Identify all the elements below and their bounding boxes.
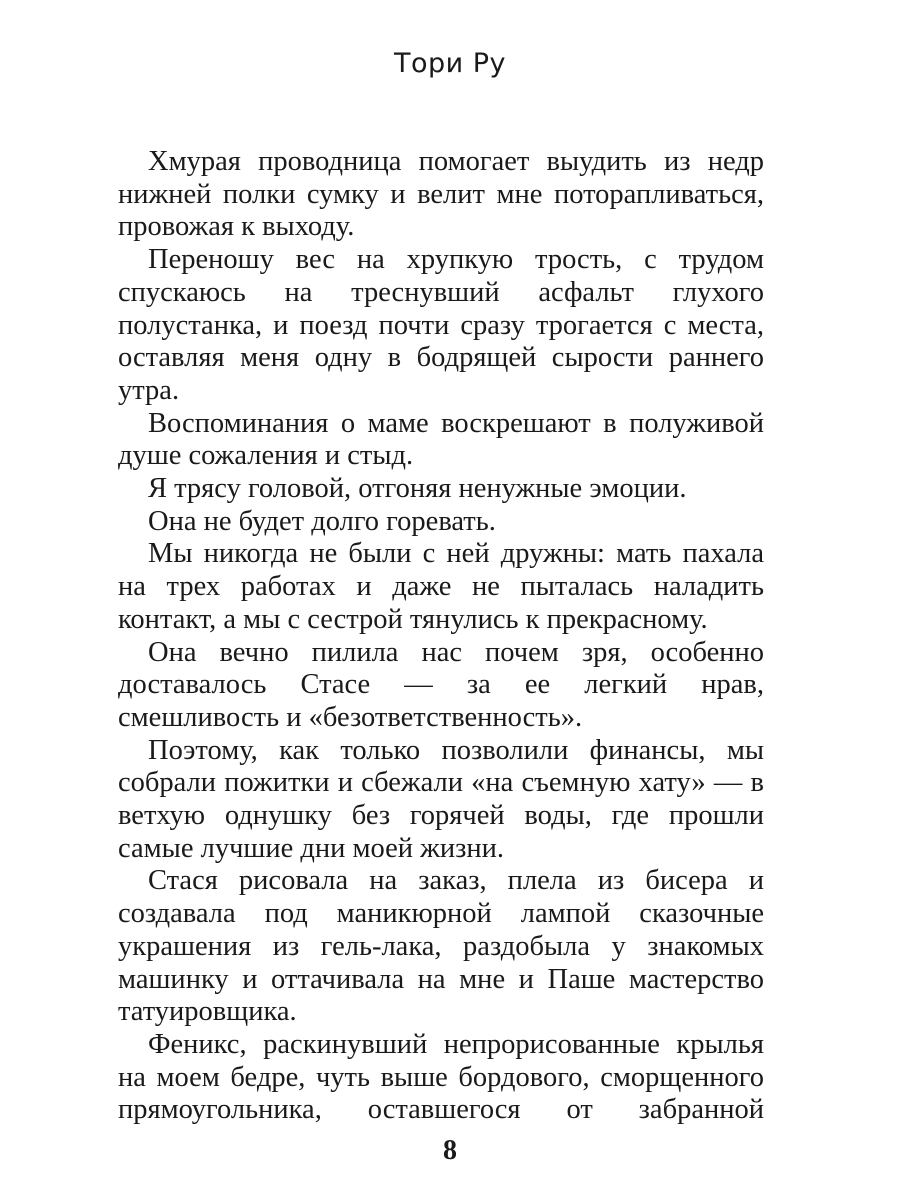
body-text [118,146,764,1127]
page-number: 8 [443,1135,457,1166]
paragraph-5: Она не будет долго горевать. [148,505,496,537]
paragraph-8: Поэтому, как только позволили финансы, мы собрали пожитки и сбежали «на съемную хату» — в ветхую однушку без горячей воды, где прошли самые лучшие дни моей жизни. [118,734,764,864]
paragraph-9: Стася рисовала на заказ, плела из бисера и создавала под маникюрной лампой сказочные украшения из гель-лака, раздобыла у знакомых машинку и оттачивала на мне и Паше мастерство татуировщика. [118,865,764,1028]
paragraph-1: Хмурая проводница помогает выудить из недр нижней полки сумку и велит мне поторапливаться, провожая к выходу. [118,146,764,243]
paragraph-4: Я трясу головой, отгоняя ненужные эмоции. [148,473,687,505]
paragraph-10: Феникс, раскинувший непрорисованные крылья на моем бедре, чуть выше бордового, сморщенного прямоугольника, оставшегося от забранной [118,1028,764,1126]
paragraph-2: Переношу вес на хрупкую трость, с трудом спускаюсь на треснувший асфальт глухого полустанка, и поезд почти сразу трогается с места, оставляя меня одну в бодрящей сырости раннего утра. [118,244,764,406]
paragraph-6: Мы никогда не были с ней дружны: мать пахала на трех работах и даже не пыталась наладить контакт, а мы с сестрой тянулись к прекрасному. [118,538,764,635]
running-head-author: Тори Ру [393,48,507,79]
paragraph-7: Она вечно пилила нас почем зря, особенно доставалось Стасе — за ее легкий нрав, смешливость и «безответственность». [118,636,764,733]
paragraph-3: Воспоминания о маме воскрешают в полуживой душе сожаления и стыд. [118,407,764,472]
